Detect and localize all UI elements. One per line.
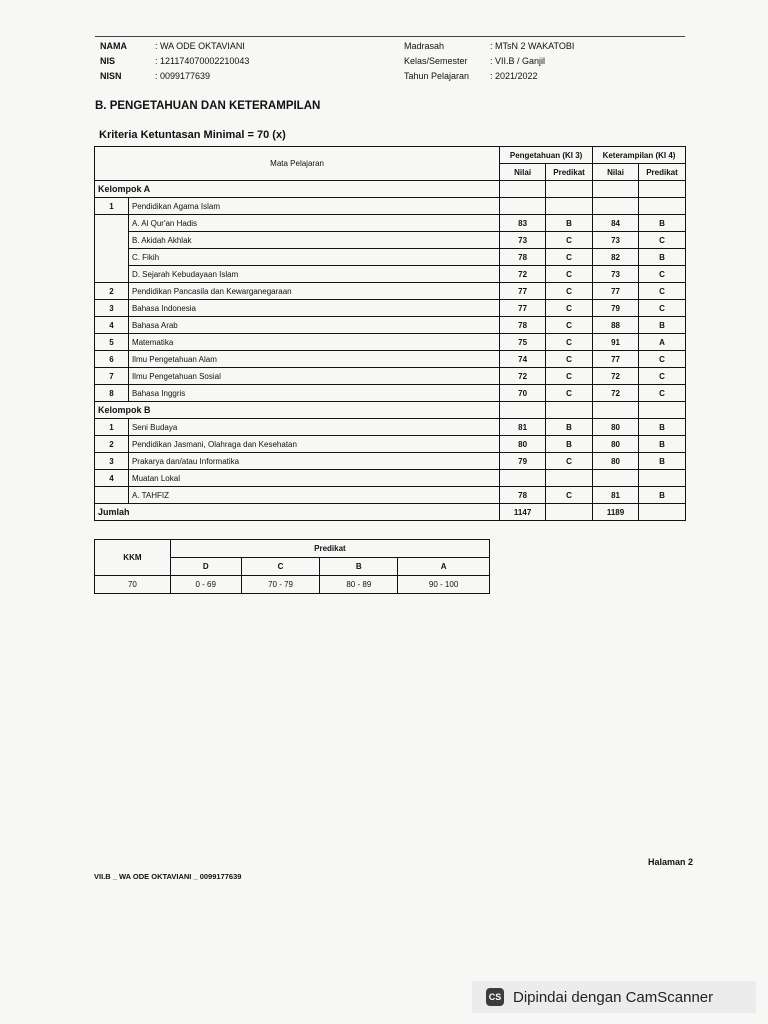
nilai-ki4: 77 [593, 351, 639, 368]
kkm-value: 70 [95, 576, 171, 594]
predikat-ki3: C [546, 317, 593, 334]
nilai-ki4: 81 [593, 487, 639, 504]
nilai-ki4: 79 [593, 300, 639, 317]
predikat-ki3: B [546, 436, 593, 453]
predikat-ki3: C [546, 266, 593, 283]
subject-name: Seni Budaya [128, 419, 499, 436]
nilai-ki3: 72 [500, 368, 546, 385]
table-row [95, 419, 686, 436]
predikat-ki4: B [638, 453, 685, 470]
camscanner-logo-icon: CS [486, 988, 504, 1006]
table-row [95, 215, 686, 232]
predikat-range: 90 - 100 [398, 576, 490, 594]
header-value: : 2021/2022 [490, 71, 538, 81]
subject-name: Pendidikan Agama Islam [128, 198, 499, 215]
nilai-ki4: 91 [593, 334, 639, 351]
nilai-ki3: 78 [500, 249, 546, 266]
predikat-letter: D [170, 558, 241, 576]
table-row [95, 487, 686, 504]
nilai-ki3: 74 [500, 351, 546, 368]
predikat-ki4: B [638, 487, 685, 504]
table-row [95, 385, 686, 402]
predikat-ki3: B [546, 419, 593, 436]
nilai-ki3: 70 [500, 385, 546, 402]
subject-number: 8 [95, 385, 129, 402]
table-row [95, 283, 686, 300]
nilai-ki3: 73 [500, 232, 546, 249]
predikat-ki4: B [638, 436, 685, 453]
predikat-ki3: C [546, 300, 593, 317]
predikat-ki4: C [638, 283, 685, 300]
subject-number: 6 [95, 351, 129, 368]
predikat-range: 70 - 79 [241, 576, 320, 594]
table-row [95, 470, 686, 487]
header-label: NAMA [100, 41, 127, 51]
header-mata-pelajaran: Mata Pelajaran [95, 147, 500, 181]
nilai-ki4: 88 [593, 317, 639, 334]
predikat-label: Predikat [170, 540, 489, 558]
predikat-table [94, 539, 490, 594]
header-predikat: Predikat [546, 164, 593, 181]
subject-name: B. Akidah Akhlak [128, 232, 499, 249]
kkm-title: Kriteria Ketuntasan Minimal = 70 (x) [99, 129, 286, 141]
predikat-letter: A [398, 558, 490, 576]
header-label: NISN [100, 71, 122, 81]
table-row [95, 317, 686, 334]
nilai-ki3 [500, 198, 546, 215]
subject-name: Bahasa Indonesia [128, 300, 499, 317]
table-row [95, 351, 686, 368]
predikat-ki3: B [546, 215, 593, 232]
predikat-ki4: C [638, 232, 685, 249]
subject-number: 5 [95, 334, 129, 351]
table-row [95, 232, 686, 249]
subject-name: A. TAHFIZ [128, 487, 499, 504]
nilai-ki3: 75 [500, 334, 546, 351]
predikat-ki3: C [546, 368, 593, 385]
nilai-ki4: 72 [593, 385, 639, 402]
header-ki4: Keterampilan (KI 4) [593, 147, 686, 164]
subject-name: Pendidikan Jasmani, Olahraga dan Kesehatan [128, 436, 499, 453]
subject-number: 3 [95, 300, 129, 317]
nilai-ki3: 81 [500, 419, 546, 436]
section-title: B. PENGETAHUAN DAN KETERAMPILAN [95, 100, 321, 112]
subject-name: D. Sejarah Kebudayaan Islam [128, 266, 499, 283]
predikat-letter: B [320, 558, 398, 576]
subject-name: Ilmu Pengetahuan Alam [128, 351, 499, 368]
subject-number [95, 266, 129, 283]
nilai-ki4: 73 [593, 266, 639, 283]
predikat-ki3: C [546, 453, 593, 470]
header-value: : VII.B / Ganjil [490, 56, 546, 66]
table-row [95, 453, 686, 470]
predikat-range: 80 - 89 [320, 576, 398, 594]
nilai-ki4: 82 [593, 249, 639, 266]
table-row [95, 300, 686, 317]
predikat-ki4: B [638, 215, 685, 232]
predikat-ki3: C [546, 283, 593, 300]
subject-number: 1 [95, 419, 129, 436]
predikat-ki4: C [638, 351, 685, 368]
table-row [95, 198, 686, 215]
header-predikat: Predikat [638, 164, 685, 181]
predikat-ki3: C [546, 385, 593, 402]
nilai-ki4: 80 [593, 453, 639, 470]
predikat-ki4: A [638, 334, 685, 351]
predikat-ki4 [638, 470, 685, 487]
header-nilai: Nilai [593, 164, 639, 181]
nilai-ki3 [500, 470, 546, 487]
grades-table [94, 146, 686, 521]
subject-name: Bahasa Arab [128, 317, 499, 334]
jumlah-label: Jumlah [95, 504, 500, 521]
header-value: : WA ODE OKTAVIANI [155, 41, 245, 51]
nilai-ki3: 77 [500, 283, 546, 300]
subject-name: Muatan Lokal [128, 470, 499, 487]
header-nilai: Nilai [500, 164, 546, 181]
nilai-ki3: 72 [500, 266, 546, 283]
table-row [95, 368, 686, 385]
predikat-ki4: B [638, 249, 685, 266]
table-row [95, 266, 686, 283]
header-value: : 0099177639 [155, 71, 211, 81]
nilai-ki3: 78 [500, 487, 546, 504]
header-ki3: Pengetahuan (KI 3) [500, 147, 593, 164]
header-label: Madrasah [404, 41, 445, 51]
nilai-ki3: 83 [500, 215, 546, 232]
subject-number: 4 [95, 317, 129, 334]
predikat-ki4: C [638, 300, 685, 317]
nilai-ki4: 80 [593, 436, 639, 453]
nilai-ki4: 80 [593, 419, 639, 436]
predikat-letter: C [241, 558, 320, 576]
header-rule [95, 36, 685, 37]
jumlah-ki4: 1189 [593, 504, 639, 521]
subject-number: 4 [95, 470, 129, 487]
predikat-ki3 [546, 470, 593, 487]
subject-number: 2 [95, 283, 129, 300]
subject-name: Bahasa Inggris [128, 385, 499, 402]
predikat-range: 0 - 69 [170, 576, 241, 594]
predikat-ki3: C [546, 249, 593, 266]
table-row [95, 334, 686, 351]
group-b-label: Kelompok B [95, 402, 500, 419]
nilai-ki4: 84 [593, 215, 639, 232]
nilai-ki3: 78 [500, 317, 546, 334]
predikat-ki3: C [546, 487, 593, 504]
subject-name: A. Al Qur'an Hadis [128, 215, 499, 232]
subject-number: 7 [95, 368, 129, 385]
subject-number: 2 [95, 436, 129, 453]
footer-id: VII.B _ WA ODE OKTAVIANI _ 0099177639 [94, 872, 242, 881]
subject-name: C. Fikih [128, 249, 499, 266]
subject-name: Ilmu Pengetahuan Sosial [128, 368, 499, 385]
nilai-ki4 [593, 470, 639, 487]
header-value: : MTsN 2 WAKATOBI [490, 41, 575, 51]
subject-number: 3 [95, 453, 129, 470]
predikat-ki4: B [638, 419, 685, 436]
predikat-ki4: B [638, 317, 685, 334]
table-row [95, 436, 686, 453]
nilai-ki4: 72 [593, 368, 639, 385]
subject-number: 1 [95, 198, 129, 215]
header-label: Kelas/Semester [404, 56, 468, 66]
subject-number [95, 249, 129, 266]
nilai-ki4: 77 [593, 283, 639, 300]
jumlah-ki3: 1147 [500, 504, 546, 521]
subject-name: Matematika [128, 334, 499, 351]
nilai-ki3: 80 [500, 436, 546, 453]
predikat-ki4 [638, 198, 685, 215]
subject-number [95, 487, 129, 504]
header-label: Tahun Pelajaran [404, 71, 470, 81]
subject-name: Pendidikan Pancasila dan Kewarganegaraan [128, 283, 499, 300]
subject-number [95, 215, 129, 232]
predikat-ki4: C [638, 266, 685, 283]
camscanner-text: Dipindai dengan CamScanner [513, 988, 714, 1006]
camscanner-badge [472, 981, 756, 1013]
subject-name: Prakarya dan/atau Informatika [128, 453, 499, 470]
predikat-ki4: C [638, 368, 685, 385]
predikat-ki4: C [638, 385, 685, 402]
predikat-ki3: C [546, 334, 593, 351]
nilai-ki4 [593, 198, 639, 215]
group-a-label: Kelompok A [95, 181, 500, 198]
nilai-ki3: 79 [500, 453, 546, 470]
nilai-ki3: 77 [500, 300, 546, 317]
predikat-ki3 [546, 198, 593, 215]
header-value: : 121174070002210043 [155, 56, 250, 66]
header-label: NIS [100, 56, 116, 66]
predikat-ki3: C [546, 232, 593, 249]
nilai-ki4: 73 [593, 232, 639, 249]
predikat-ki3: C [546, 351, 593, 368]
subject-number [95, 232, 129, 249]
table-row [95, 249, 686, 266]
kkm-label: KKM [95, 540, 171, 576]
page-number: Halaman 2 [648, 857, 694, 867]
